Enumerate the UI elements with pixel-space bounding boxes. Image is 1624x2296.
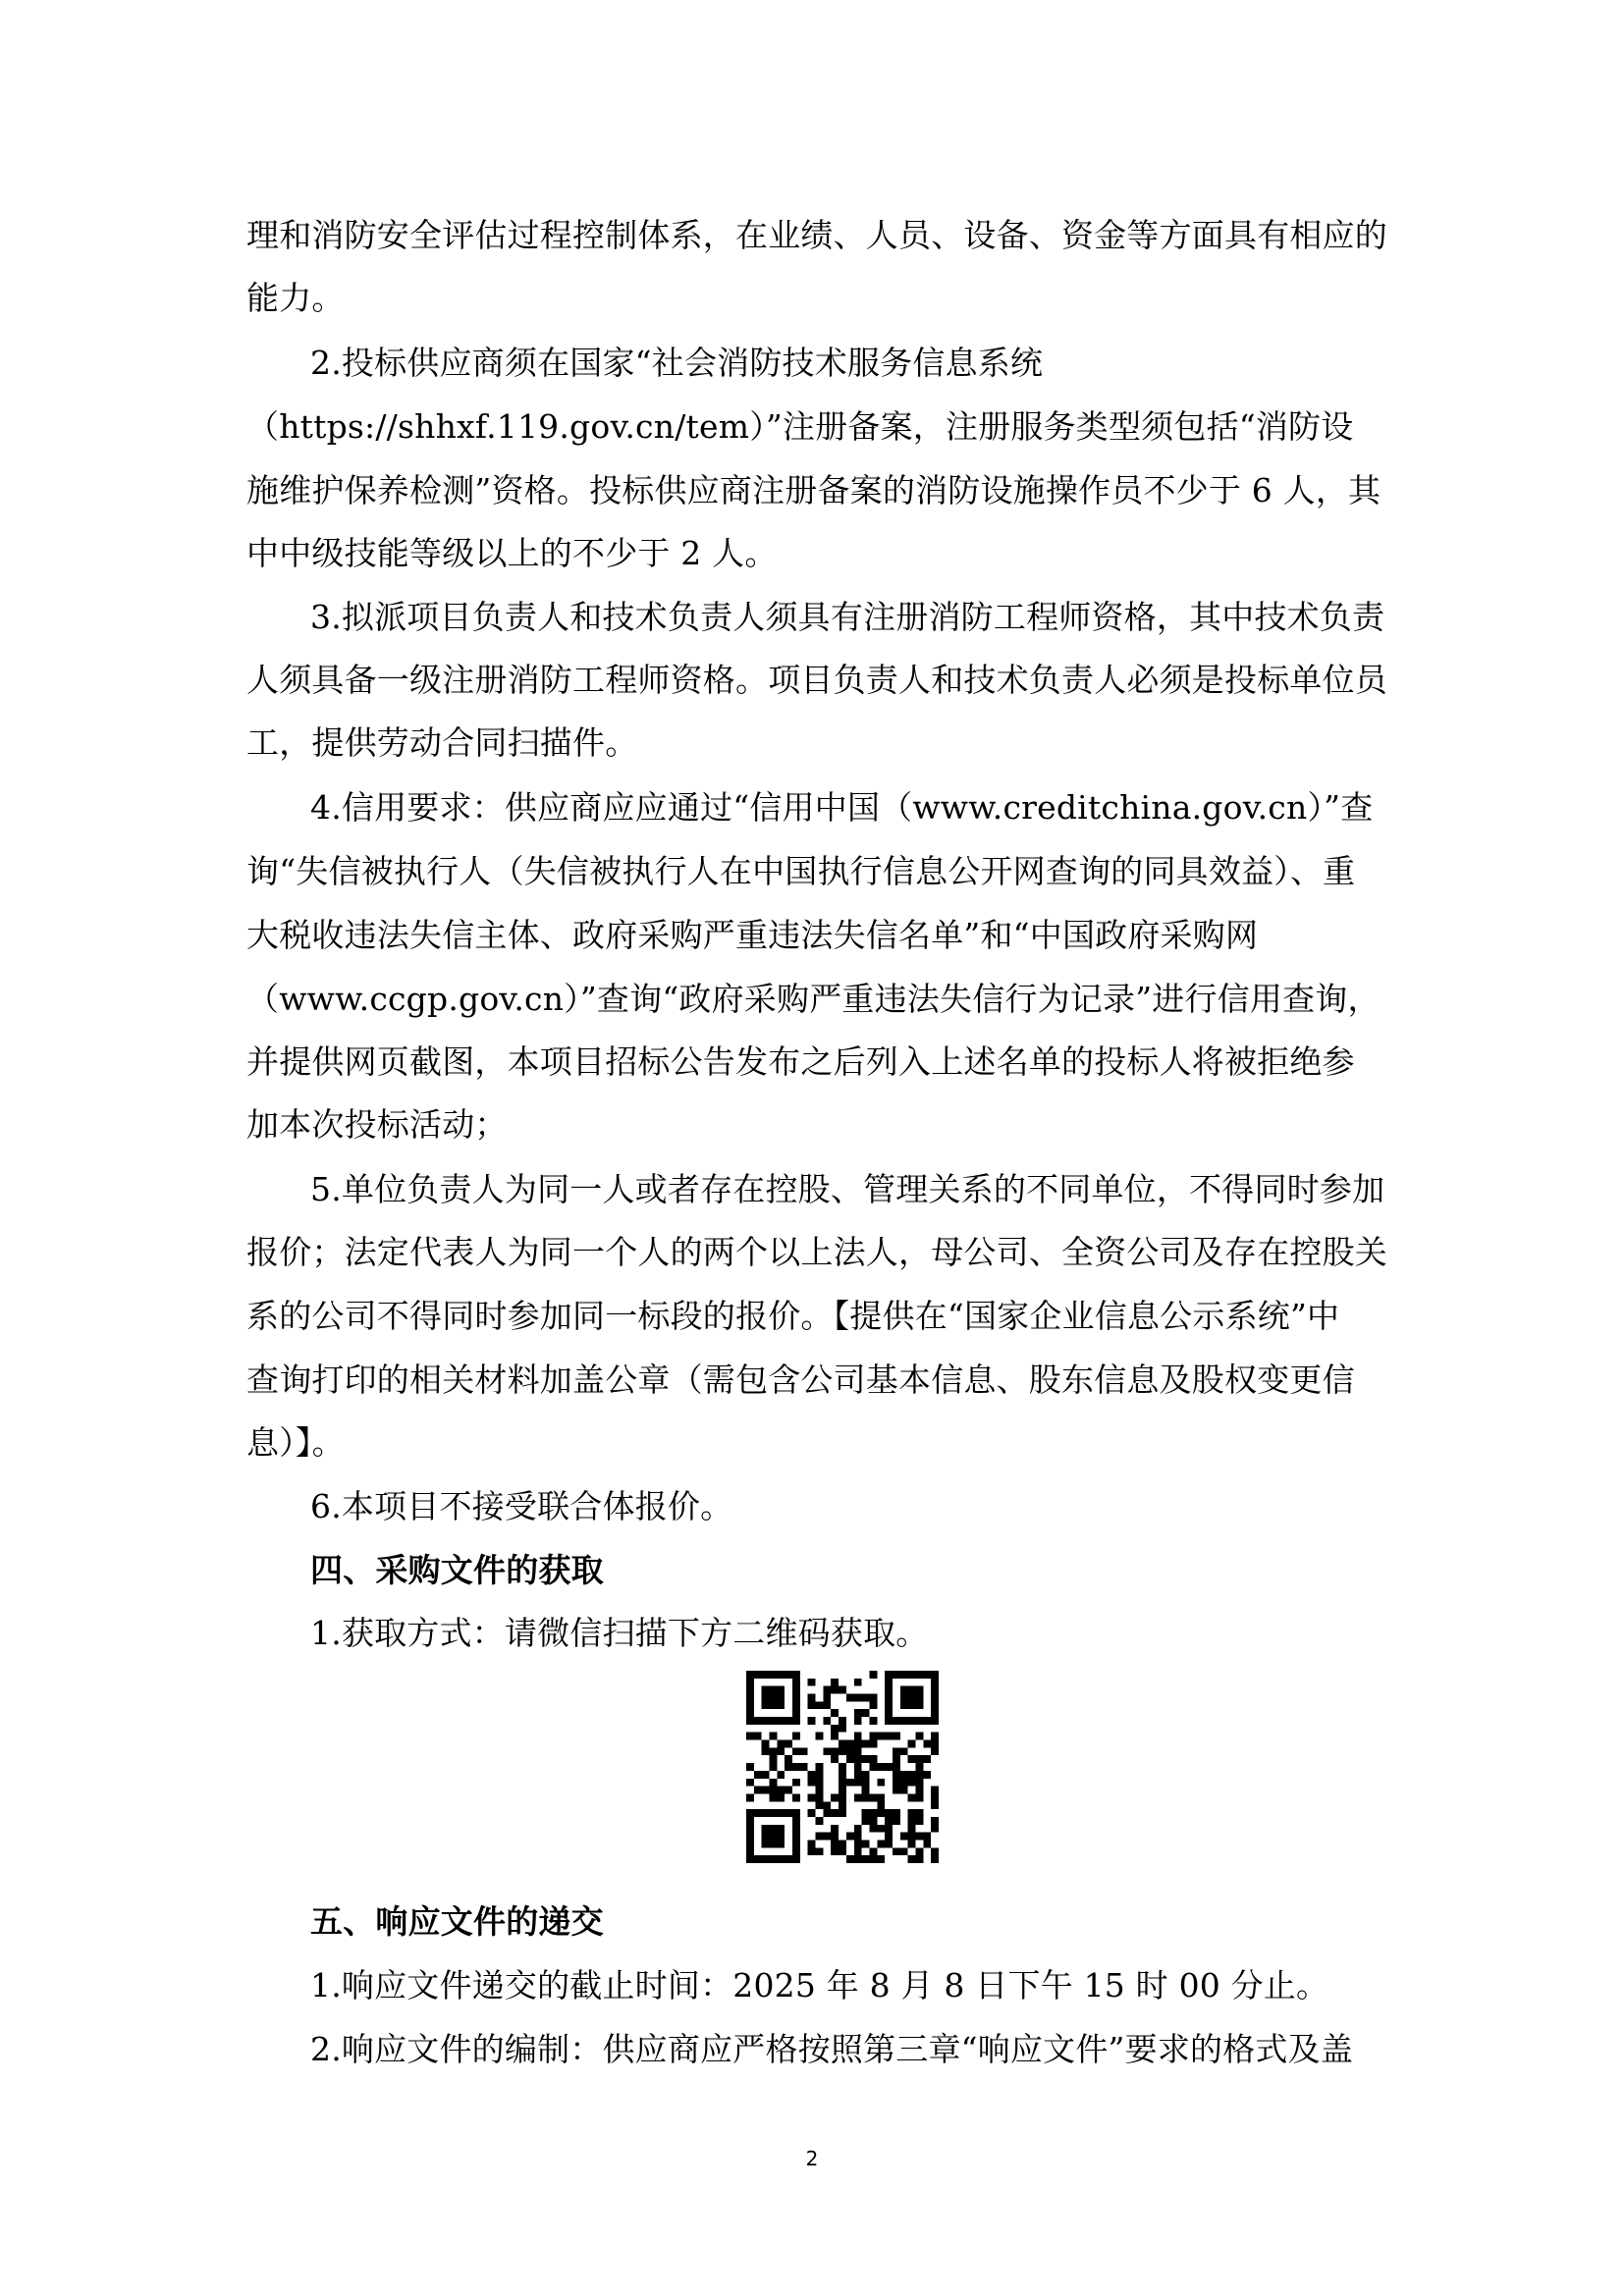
paragraph-line: 5.单位负责人为同一人或者存在控股、管理关系的不同单位，不得同时参加 — [310, 1170, 1385, 1208]
paragraph-line: 询“失信被执行人（失信被执行人在中国执行信息公开网查询的同具效益）、重 — [246, 852, 1356, 890]
paragraph-line: 加本次投标活动； — [246, 1105, 508, 1144]
paragraph-line: 息）】。 — [246, 1423, 345, 1462]
paragraph-line: 能力。 — [246, 279, 345, 317]
paragraph-line: （www.ccgp.gov.cn）”查询“政府采购严重违法失信行为记录”进行信用查询， — [246, 980, 1380, 1018]
paragraph-line: 施维护保养检测”资格。投标供应商注册备案的消防设施操作员不少于 6 人，其 — [246, 471, 1381, 509]
section-heading: 五、响应文件的递交 — [310, 1902, 604, 1941]
paragraph-line: 2.响应文件的编制：供应商应严格按照第三章“响应文件”要求的格式及盖 — [310, 2030, 1354, 2068]
page-number: 2 — [805, 2147, 819, 2170]
paragraph-line: 1.获取方式：请微信扫描下方二维码获取。 — [310, 1614, 929, 1652]
section-heading: 四、采购文件的获取 — [310, 1551, 604, 1589]
paragraph-line: 人须具备一级注册消防工程师资格。项目负责人和技术负责人必须是投标单位员 — [246, 661, 1387, 699]
paragraph-line: 4.信用要求：供应商应应通过“信用中国（www.creditchina.gov.cn）”查 — [310, 788, 1374, 827]
paragraph-line: 查询打印的相关材料加盖公章（需包含公司基本信息、股东信息及股权变更信 — [246, 1361, 1355, 1399]
paragraph-line: 2.投标供应商须在国家“社会消防技术服务信息系统 — [310, 344, 1044, 382]
paragraph-line: 1.响应文件递交的截止时间：2025 年 8 月 8 日下午 15 时 00 分止。 — [310, 1966, 1329, 2004]
paragraph-line: 3.拟派项目负责人和技术负责人须具有注册消防工程师资格，其中技术负责 — [310, 598, 1385, 636]
paragraph-line: 并提供网页截图，本项目招标公告发布之后列入上述名单的投标人将被拒绝参 — [246, 1042, 1355, 1081]
paragraph-line: 中中级技能等级以上的不少于 2 人。 — [246, 534, 778, 572]
paragraph-line: 工，提供劳动合同扫描件。 — [246, 723, 638, 762]
paragraph-line: （https://shhxf.119.gov.cn/tem）”注册备案，注册服务类型须包括“消防设 — [246, 407, 1354, 446]
paragraph-line: 系的公司不得同时参加同一标段的报价。【提供在“国家企业信息公示系统”中 — [246, 1297, 1340, 1335]
qr-code-image — [746, 1671, 939, 1863]
paragraph-line: 报价；法定代表人为同一个人的两个以上法人，母公司、全资公司及存在控股关 — [246, 1233, 1387, 1271]
paragraph-line: 6.本项目不接受联合体报价。 — [310, 1487, 733, 1525]
paragraph-line: 理和消防安全评估过程控制体系，在业绩、人员、设备、资金等方面具有相应的 — [246, 216, 1387, 254]
paragraph-line: 大税收违法失信主体、政府采购严重违法失信名单”和“中国政府采购网 — [246, 916, 1259, 954]
